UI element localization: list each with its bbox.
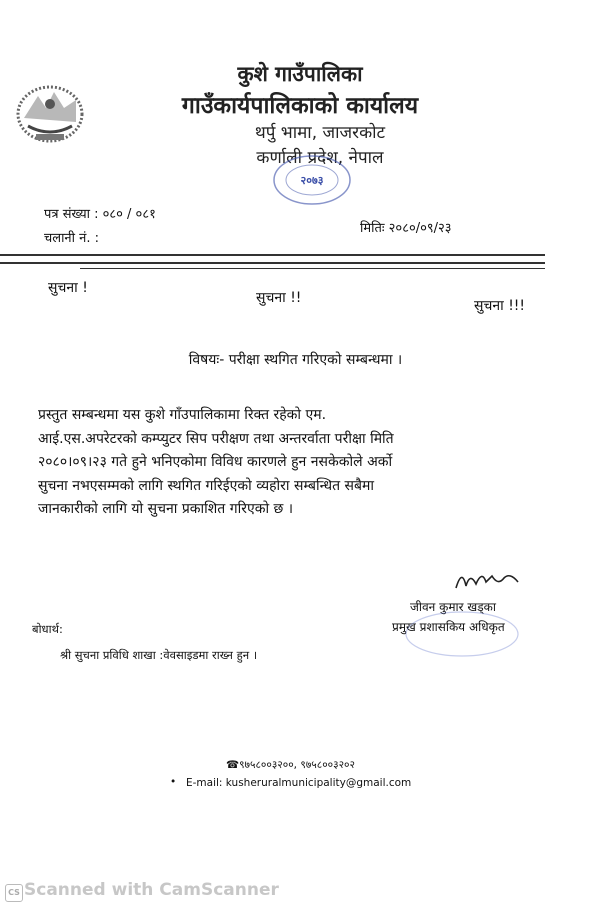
contact-phone: ☎९७५८००३२००, ९७५८००३२०२ bbox=[226, 759, 355, 771]
signatory-seal bbox=[390, 606, 520, 660]
camscanner-badge: CS bbox=[5, 884, 23, 902]
province-line: कर्णाली प्रदेश, नेपाल bbox=[256, 148, 384, 168]
body-line: सुचना नभएसम्मको लागि स्थगित गरिईएको व्यहोरा सम्बन्धित सबैमा bbox=[38, 477, 374, 494]
letter-number: पत्र संख्या : ०८० / ०८१ bbox=[44, 207, 156, 222]
signatory-name: जीवन कुमार खड्का bbox=[410, 600, 496, 614]
office-name: गाउँकार्यपालिकाको कार्यालय bbox=[181, 93, 419, 119]
nepal-emblem-icon bbox=[10, 78, 90, 148]
notice-heading-1: सुचना ! bbox=[48, 280, 88, 296]
office-stamp bbox=[262, 152, 362, 208]
divider-line bbox=[0, 254, 545, 256]
camscanner-watermark: Scanned with CamScanner bbox=[24, 880, 279, 900]
notice-heading-2: सुचना !! bbox=[256, 290, 302, 306]
signatory-title: प्रमुख प्रशासकिय अधिकृत bbox=[392, 620, 505, 634]
dispatch-number: चलानी नं. : bbox=[44, 231, 100, 246]
letter-date: मितिः २०८०/०९/२३ bbox=[360, 221, 452, 236]
contact-email-bullet: • bbox=[170, 776, 177, 788]
body-line: प्रस्तुत सम्बन्धमा यस कुशे गाँउपालिकामा रिक्त रहेको एम. bbox=[38, 407, 327, 423]
handwritten-signature bbox=[452, 566, 522, 596]
body-line: आई.एस.अपरेटरको कम्प्युटर सिप परीक्षण तथा अन्तरर्वाता परीक्षा मिति bbox=[38, 430, 394, 447]
subject-line: विषयः- परीक्षा स्थगित गरिएको सम्बन्धमा । bbox=[188, 352, 403, 368]
contact-email: E-mail: kusheruralmunicipality@gmail.com bbox=[186, 777, 412, 789]
stamp-year: २०७३ bbox=[300, 174, 324, 187]
body-line: २०८०।०९।२३ गते हुने भनिएकोमा विविध कारणले हुन नसकेकोले अर्को bbox=[38, 454, 393, 470]
address-line: थर्पु भामा, जाजरकोट bbox=[254, 123, 386, 143]
divider-line bbox=[0, 262, 545, 264]
body-line: जानकारीको लागि यो सुचना प्रकाशित गरिएको छ । bbox=[38, 501, 294, 517]
cc-recipient: श्री सुचना प्रविधि शाखा :वेवसाइडमा राख्न हुन । bbox=[60, 648, 258, 662]
cc-label: बोधार्थ: bbox=[32, 622, 63, 636]
divider-line bbox=[80, 268, 545, 269]
org-name: कुशे गाउँपालिका bbox=[237, 62, 363, 86]
notice-heading-3: सुचना !!! bbox=[474, 298, 526, 314]
letter-body bbox=[38, 404, 526, 522]
